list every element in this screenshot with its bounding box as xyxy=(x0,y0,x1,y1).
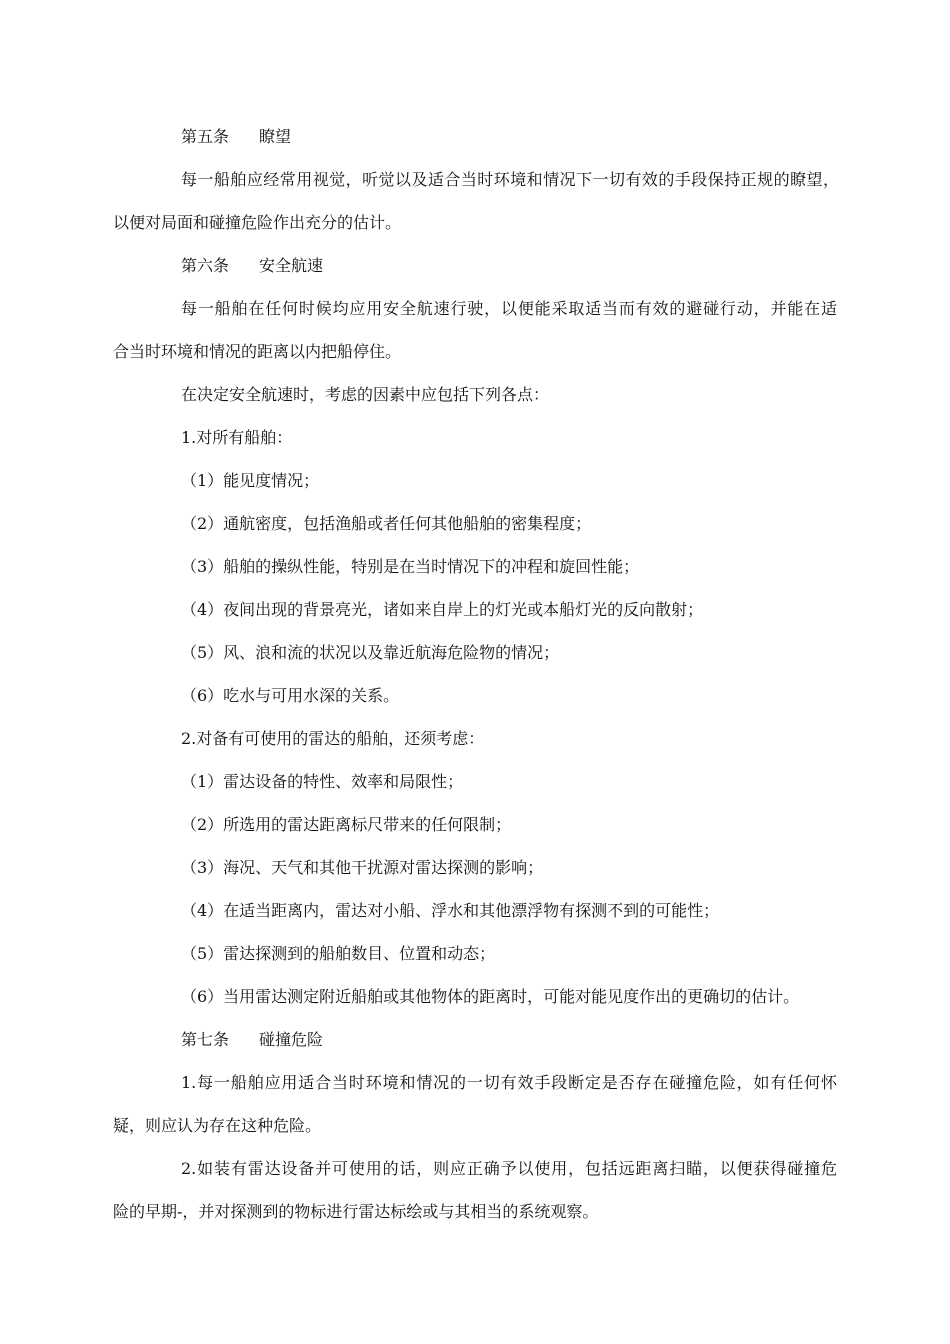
section-1-item-1: （1）能见度情况； xyxy=(181,471,320,490)
article-6-title: 安全航速 xyxy=(259,256,324,275)
paragraph-2-line-2: 合当时环境和情况的距离以内把船停住。 xyxy=(113,342,402,361)
article-6-label: 第六条 xyxy=(181,256,230,275)
paragraph-5-line-2: 险的早期-，并对探测到的物标进行雷达标绘或与其相当的系统观察。 xyxy=(113,1202,599,1221)
section-2-item-2: （2）所选用的雷达距离标尺带来的任何限制； xyxy=(181,815,512,834)
section-1-heading: 1.对所有船舶： xyxy=(181,428,293,447)
section-2-item-1: （1）雷达设备的特性、效率和局限性； xyxy=(181,772,464,791)
section-2-item-4: （4）在适当距离内，雷达对小船、浮水和其他漂浮物有探测不到的可能性； xyxy=(181,901,720,920)
article-5-label: 第五条 xyxy=(181,127,230,146)
paragraph-4-line-2: 疑，则应认为存在这种危险。 xyxy=(113,1116,322,1135)
section-2-item-6: （6）当用雷达测定附近船舶或其他物体的距离时，可能对能见度作出的更确切的估计。 xyxy=(181,987,800,1006)
paragraph-1-line-2: 以便对局面和碰撞危险作出充分的估计。 xyxy=(113,213,402,232)
section-1-item-5: （5）风、浪和流的状况以及靠近航海危险物的情况； xyxy=(181,643,560,662)
article-6-heading xyxy=(181,256,323,276)
article-5-heading xyxy=(181,127,291,147)
paragraph-5-line-1: 2.如装有雷达设备并可使用的话，则应正确予以使用，包括远距离扫瞄，以便获得碰撞危 xyxy=(181,1159,837,1178)
paragraph-3: 在决定安全航速时，考虑的因素中应包括下列各点： xyxy=(181,385,550,404)
paragraph-4-line-1: 1.每一船舶应用适合当时环境和情况的一切有效手段断定是否存在碰撞危险，如有任何怀 xyxy=(181,1073,837,1092)
section-1-item-6: （6）吃水与可用水深的关系。 xyxy=(181,686,400,705)
section-2-heading: 2.对备有可使用的雷达的船舶，还须考虑： xyxy=(181,729,485,748)
article-7-heading xyxy=(181,1030,323,1050)
section-2-item-3: （3）海况、天气和其他干扰源对雷达探测的影响； xyxy=(181,858,544,877)
section-2-item-5: （5）雷达探测到的船舶数目、位置和动态； xyxy=(181,944,496,963)
section-1-item-4: （4）夜间出现的背景亮光，诸如来自岸上的灯光或本船灯光的反向散射； xyxy=(181,600,704,619)
article-7-title: 碰撞危险 xyxy=(259,1030,324,1049)
paragraph-2-line-1: 每一船舶在任何时候均应用安全航速行驶，以便能采取适当而有效的避碰行动，并能在适 xyxy=(181,299,837,318)
article-7-label: 第七条 xyxy=(181,1030,230,1049)
article-5-title: 瞭望 xyxy=(259,127,292,146)
section-1-item-3: （3）船舶的操纵性能，特别是在当时情况下的冲程和旋回性能； xyxy=(181,557,640,576)
section-1-item-2: （2）通航密度，包括渔船或者任何其他船舶的密集程度； xyxy=(181,514,592,533)
paragraph-1-line-1: 每一船舶应经常用视觉，听觉以及适合当时环境和情况下一切有效的手段保持正规的瞭望， xyxy=(181,170,839,189)
